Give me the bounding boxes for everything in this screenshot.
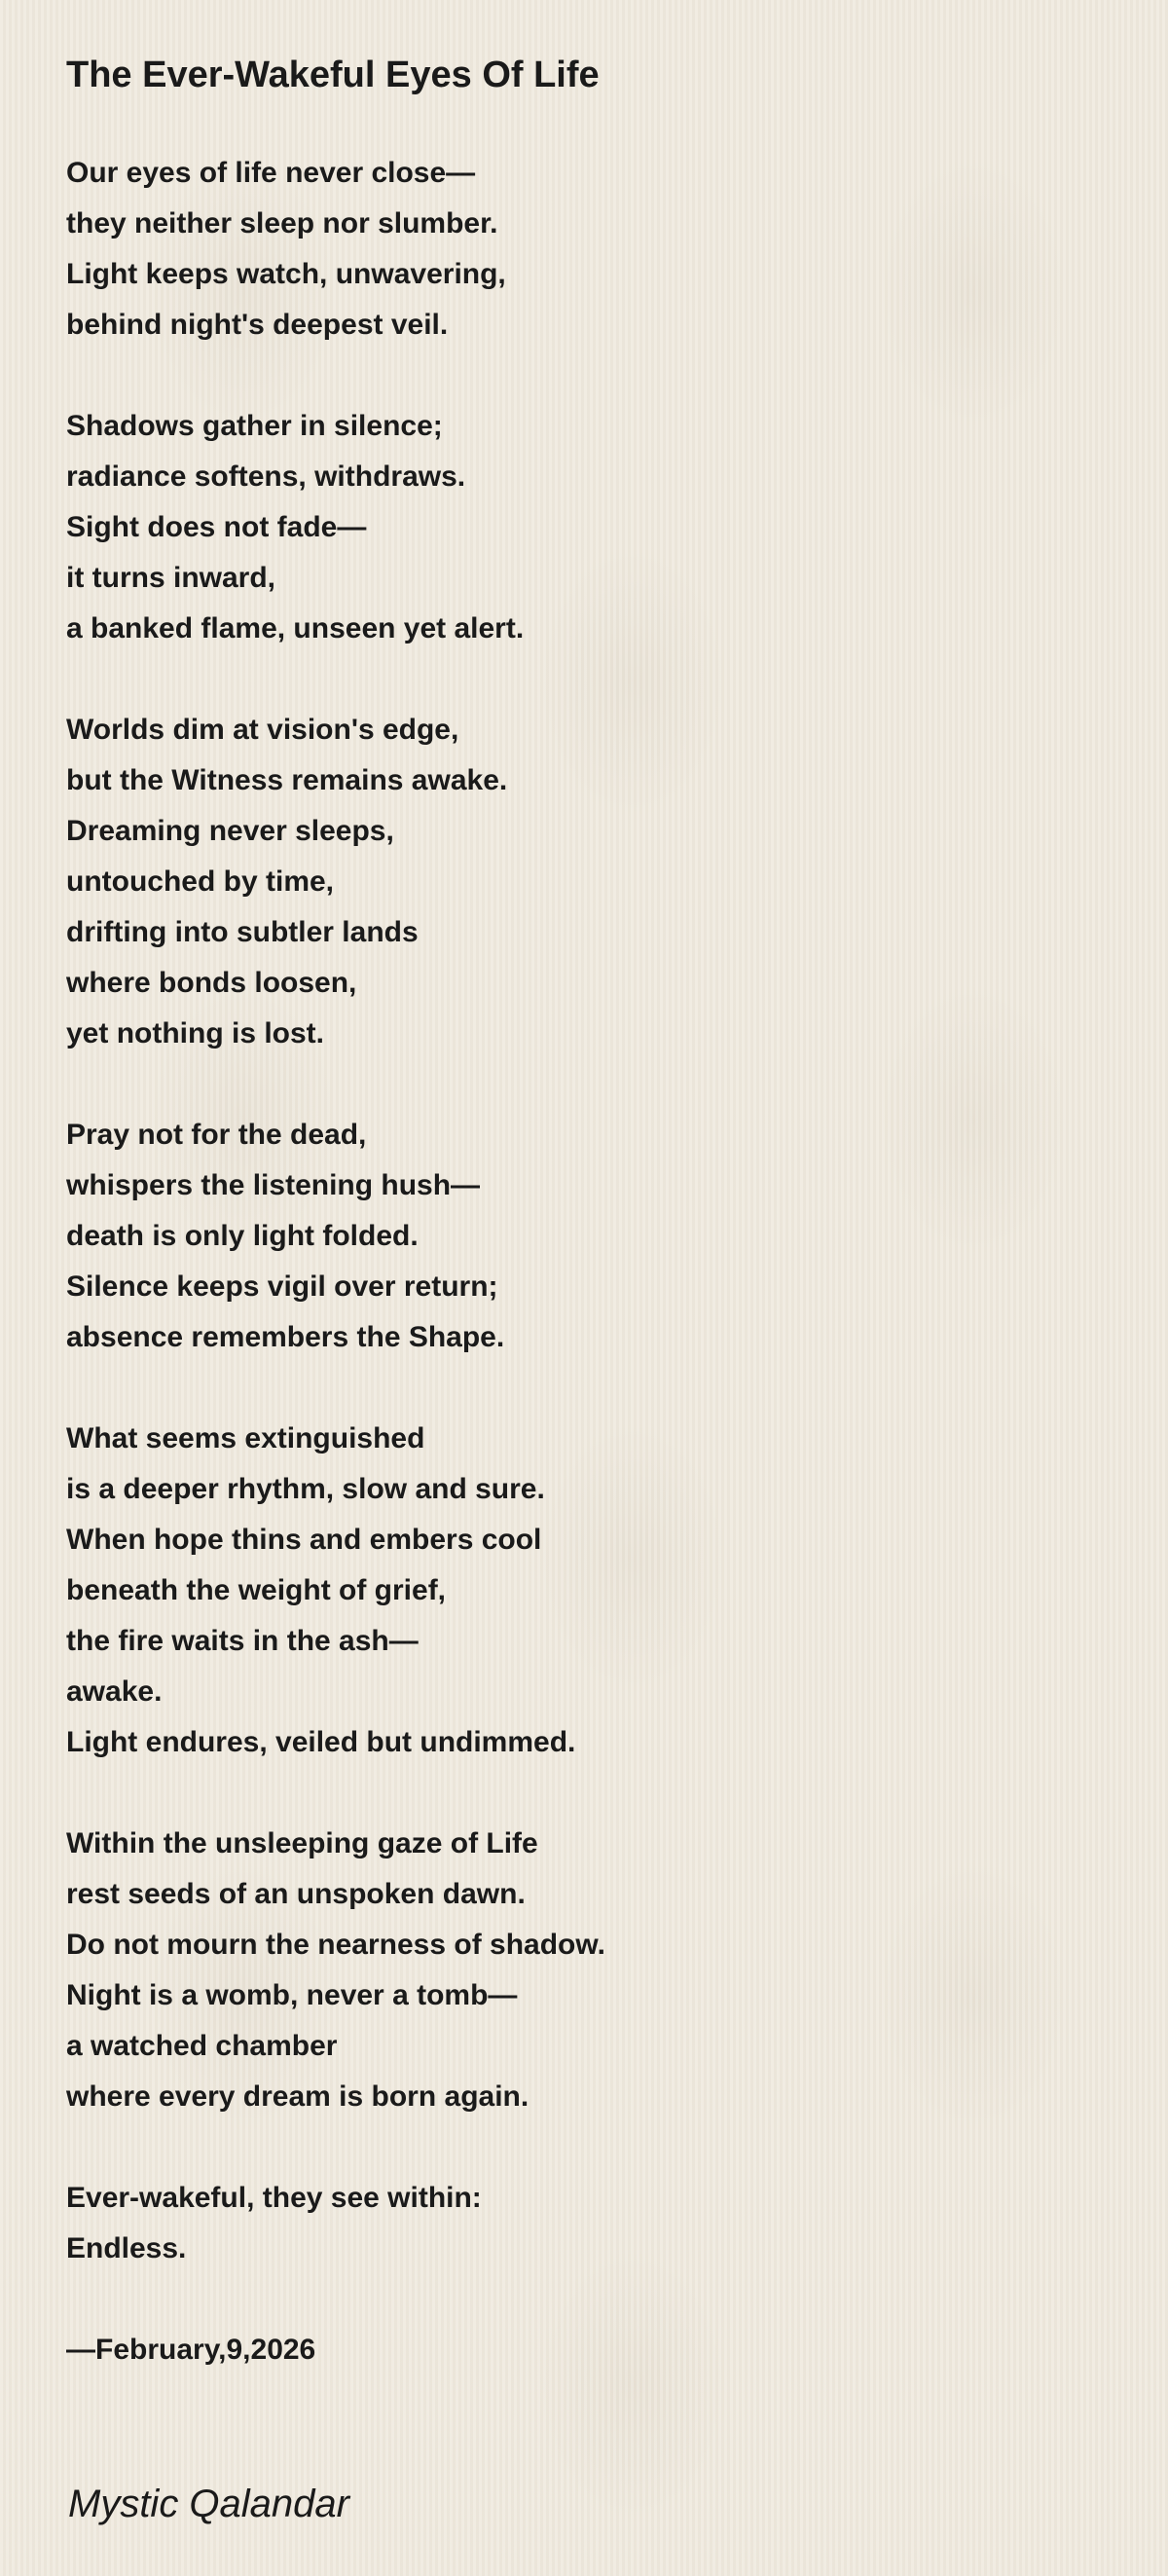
poem-line: the fire waits in the ash— [66,1625,419,1657]
poem-line: Worlds dim at vision's edge, [66,714,459,746]
poem-line: it turns inward, [66,562,276,594]
stanza-2 [66,401,605,654]
poem-line: a banked flame, unseen yet alert. [66,612,525,644]
poem-line: death is only light folded. [66,1220,419,1252]
poem-line: where every dream is born again. [66,2080,529,2113]
poem-line: Silence keeps vigil over return; [66,1270,498,1303]
poem-line: Shadows gather in silence; [66,410,443,442]
poem-line: Pray not for the dead, [66,1119,367,1151]
poem-line: What seems extinguished [66,1422,425,1454]
poem-line: rest seeds of an unspoken dawn. [66,1878,526,1910]
poem-line: but the Witness remains awake. [66,764,508,796]
poem-line: Night is a womb, never a tomb— [66,1979,518,2011]
poem-line: Do not mourn the nearness of shadow. [66,1929,605,1961]
poem-line: absence remembers the Shape. [66,1321,505,1353]
poem-line: where bonds loosen, [66,967,357,999]
author-name: Mystic Qalandar [68,2483,349,2525]
stanza-5 [66,1414,605,1768]
poem-line: Our eyes of life never close— [66,157,476,189]
poem-line: Dreaming never sleeps, [66,815,394,847]
poem-line: beneath the weight of grief, [66,1574,447,1606]
poem-title: The Ever-Wakeful Eyes Of Life [66,55,600,95]
poem-line: untouched by time, [66,865,335,898]
poem-line: whispers the listening hush— [66,1169,481,1201]
poem-date: —February,9,2026 [66,2334,316,2366]
poem-line: is a deeper rhythm, slow and sure. [66,1473,545,1505]
poem-line: Within the unsleeping gaze of Life [66,1827,538,1859]
stanza-3 [66,705,605,1059]
poem-line: they neither sleep nor slumber. [66,207,498,239]
poem-line: Sight does not fade— [66,511,367,543]
poem-body [66,148,605,2375]
stanza-1 [66,148,605,350]
poem-line: yet nothing is lost. [66,1017,325,1049]
poem-line: awake. [66,1675,163,1708]
poem-line: radiance softens, withdraws. [66,460,466,493]
poem-line: drifting into subtler lands [66,916,419,948]
poem-line: Endless. [66,2232,187,2264]
poem-line: behind night's deepest veil. [66,309,449,341]
poem-line: When hope thins and embers cool [66,1524,542,1556]
stanza-4 [66,1110,605,1363]
poem-line: Ever-wakeful, they see within: [66,2182,482,2214]
stanza-6 [66,1819,605,2122]
stanza-7 [66,2173,605,2274]
poem-line: a watched chamber [66,2030,338,2062]
poem-line: Light keeps watch, unwavering, [66,258,506,290]
poem-line: Light endures, veiled but undimmed. [66,1726,576,1758]
